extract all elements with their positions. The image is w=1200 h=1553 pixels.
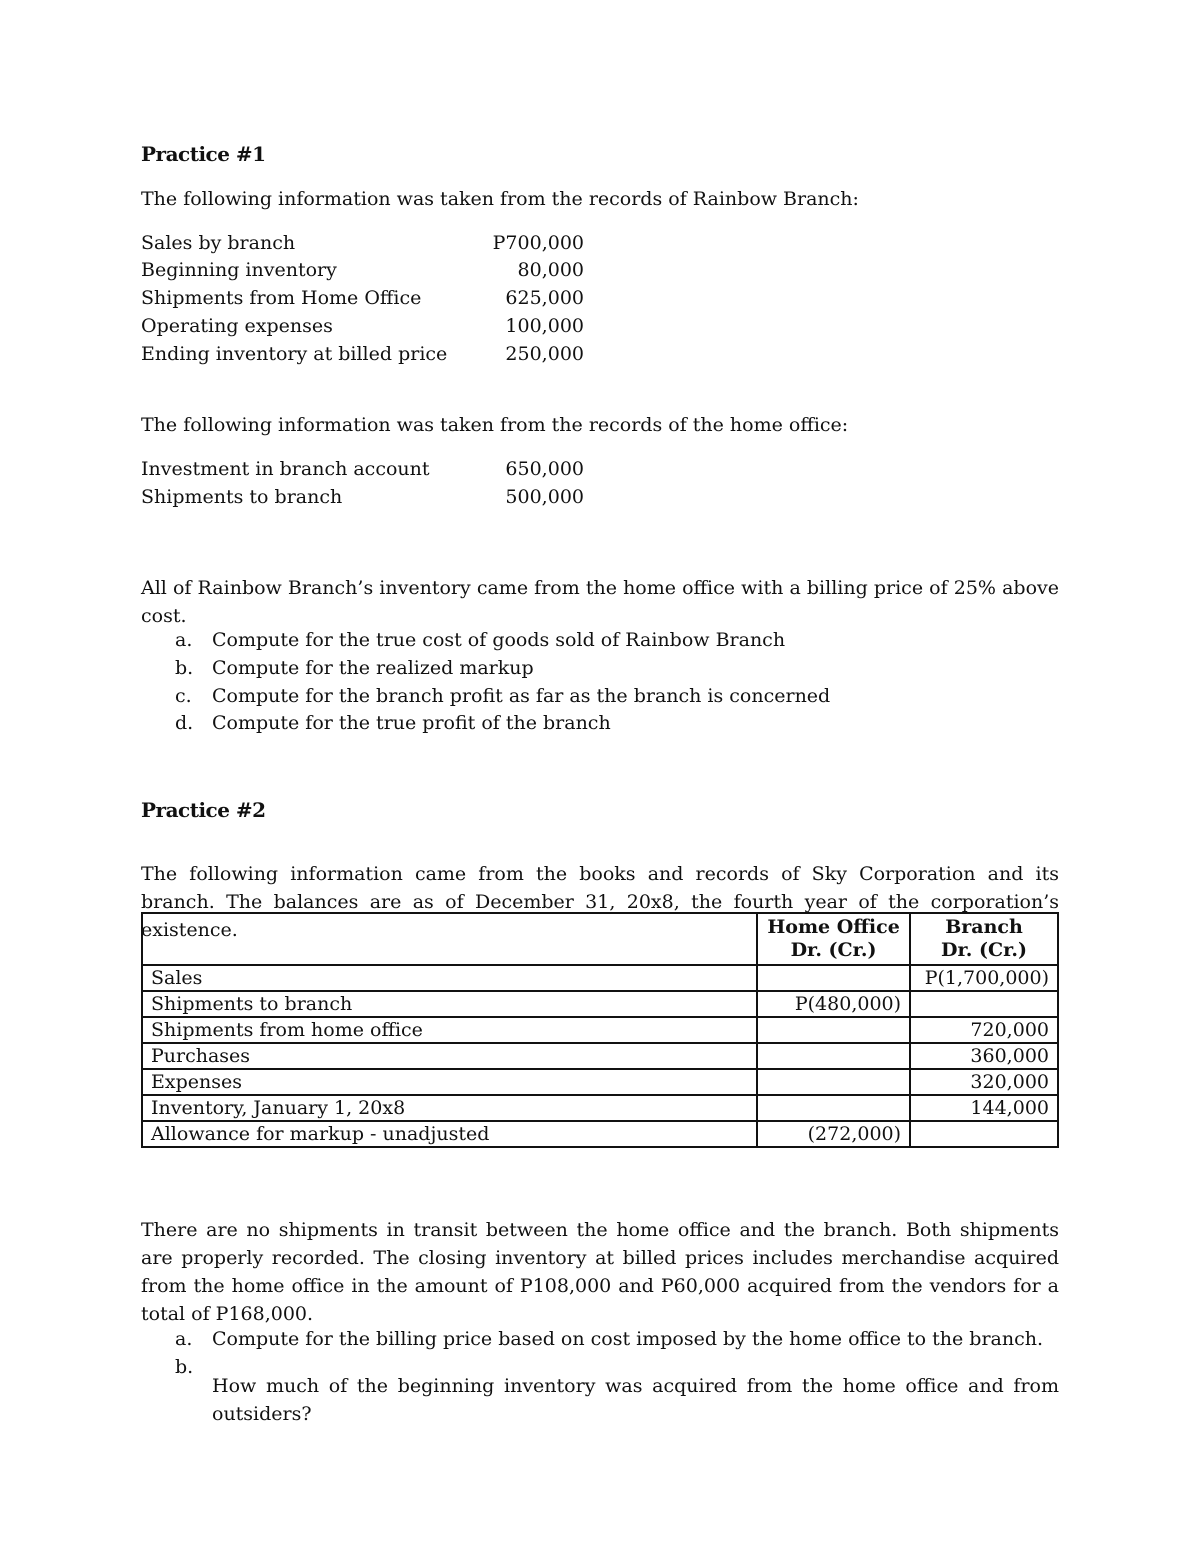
table-row	[142, 1043, 1058, 1069]
practice-1-intro: The following information was taken from the records of Rainbow Branch:	[141, 188, 859, 210]
question-letter: d.	[175, 712, 194, 734]
question-letter: b.	[175, 1356, 194, 1378]
table-header-branch	[910, 913, 1058, 965]
branch-header-line-1: Branch	[945, 916, 1023, 938]
table-row	[142, 1069, 1058, 1095]
table-row	[142, 1121, 1058, 1147]
practice-1-note: All of Rainbow Branch’s inventory came from the home office with a billing price of 25% above cost.	[141, 577, 1059, 627]
branch-item-value: 250,000	[505, 343, 584, 365]
practice-2-note: There are no shipments in transit between the home office and the branch. Both shipments are properly recorded. The closing inventory at billed prices includes merchandise acquired from the home office in the amount of P108,000 and P60,000 acquired from the vendors for a total of P168,000.	[141, 1219, 1059, 1325]
home-office-header-line-1: Home Office	[767, 916, 900, 938]
home-item-label: Investment in branch account	[141, 458, 430, 480]
question-letter: a.	[175, 629, 193, 651]
branch-item-label: Ending inventory at billed price	[141, 343, 448, 365]
row-branch-value: 720,000	[910, 1017, 1058, 1043]
question-text: Compute for the true cost of goods sold of Rainbow Branch	[212, 629, 786, 651]
practice-1-title: Practice #1	[141, 142, 266, 166]
question-text: Compute for the realized markup	[212, 657, 534, 679]
branch-item-label: Shipments from Home Office	[141, 287, 422, 309]
table-header-home-office	[757, 913, 910, 965]
table-header-blank	[142, 913, 757, 965]
row-label: Shipments from home office	[142, 1017, 757, 1043]
row-branch-value: 144,000	[910, 1095, 1058, 1121]
row-branch-value	[910, 1121, 1058, 1147]
home-item-value: 500,000	[505, 486, 584, 508]
practice-2-intro: The following information came from the books and records of Sky Corporation and its branch. The balances are as of December 31, 20x8, the fourth year of the corporation’s existence.	[141, 863, 1059, 941]
row-home-office-value	[757, 1069, 910, 1095]
row-label: Expenses	[142, 1069, 757, 1095]
question-text: Compute for the branch profit as far as the branch is concerned	[212, 685, 831, 707]
question-letter: b.	[175, 657, 194, 679]
row-home-office-value	[757, 965, 910, 991]
branch-item-label: Sales by branch	[141, 232, 296, 254]
branch-item-value: 625,000	[505, 287, 584, 309]
row-branch-value: P(1,700,000)	[910, 965, 1058, 991]
practice-2-title: Practice #2	[141, 798, 266, 822]
home-item-value: 650,000	[505, 458, 584, 480]
row-label: Shipments to branch	[142, 991, 757, 1017]
row-label: Sales	[142, 965, 757, 991]
table-row	[142, 1095, 1058, 1121]
row-home-office-value	[757, 1095, 910, 1121]
branch-item-value: 100,000	[505, 315, 584, 337]
row-label: Inventory, January 1, 20x8	[142, 1095, 757, 1121]
home-item-label: Shipments to branch	[141, 486, 343, 508]
branch-header-line-2: Dr. (Cr.)	[941, 939, 1027, 961]
branch-item-value: P700,000	[492, 232, 584, 254]
balances-table	[141, 912, 1059, 1148]
home-office-header-line-2: Dr. (Cr.)	[790, 939, 877, 961]
branch-item-label: Operating expenses	[141, 315, 333, 337]
row-label: Allowance for markup - unadjusted	[142, 1121, 757, 1147]
row-branch-value: 360,000	[910, 1043, 1058, 1069]
branch-item-label: Beginning inventory	[141, 259, 337, 281]
table-row	[142, 965, 1058, 991]
question-text: How much of the beginning inventory was acquired from the home office and from outsiders?	[212, 1375, 1059, 1425]
row-home-office-value: (272,000)	[757, 1121, 910, 1147]
question-letter: c.	[175, 685, 192, 707]
row-label: Purchases	[142, 1043, 757, 1069]
branch-item-value: 80,000	[517, 259, 584, 281]
table-row	[142, 1017, 1058, 1043]
row-home-office-value	[757, 1017, 910, 1043]
question-letter: a.	[175, 1328, 193, 1350]
row-home-office-value	[757, 1043, 910, 1069]
row-home-office-value: P(480,000)	[757, 991, 910, 1017]
question-text: Compute for the true profit of the branch	[212, 712, 611, 734]
question-text: Compute for the billing price based on cost imposed by the home office to the branch.	[212, 1328, 1044, 1350]
table-header-row	[142, 913, 1058, 965]
table-row	[142, 991, 1058, 1017]
row-branch-value	[910, 991, 1058, 1017]
row-branch-value: 320,000	[910, 1069, 1058, 1095]
practice-1-intro-2: The following information was taken from the records of the home office:	[141, 414, 849, 436]
